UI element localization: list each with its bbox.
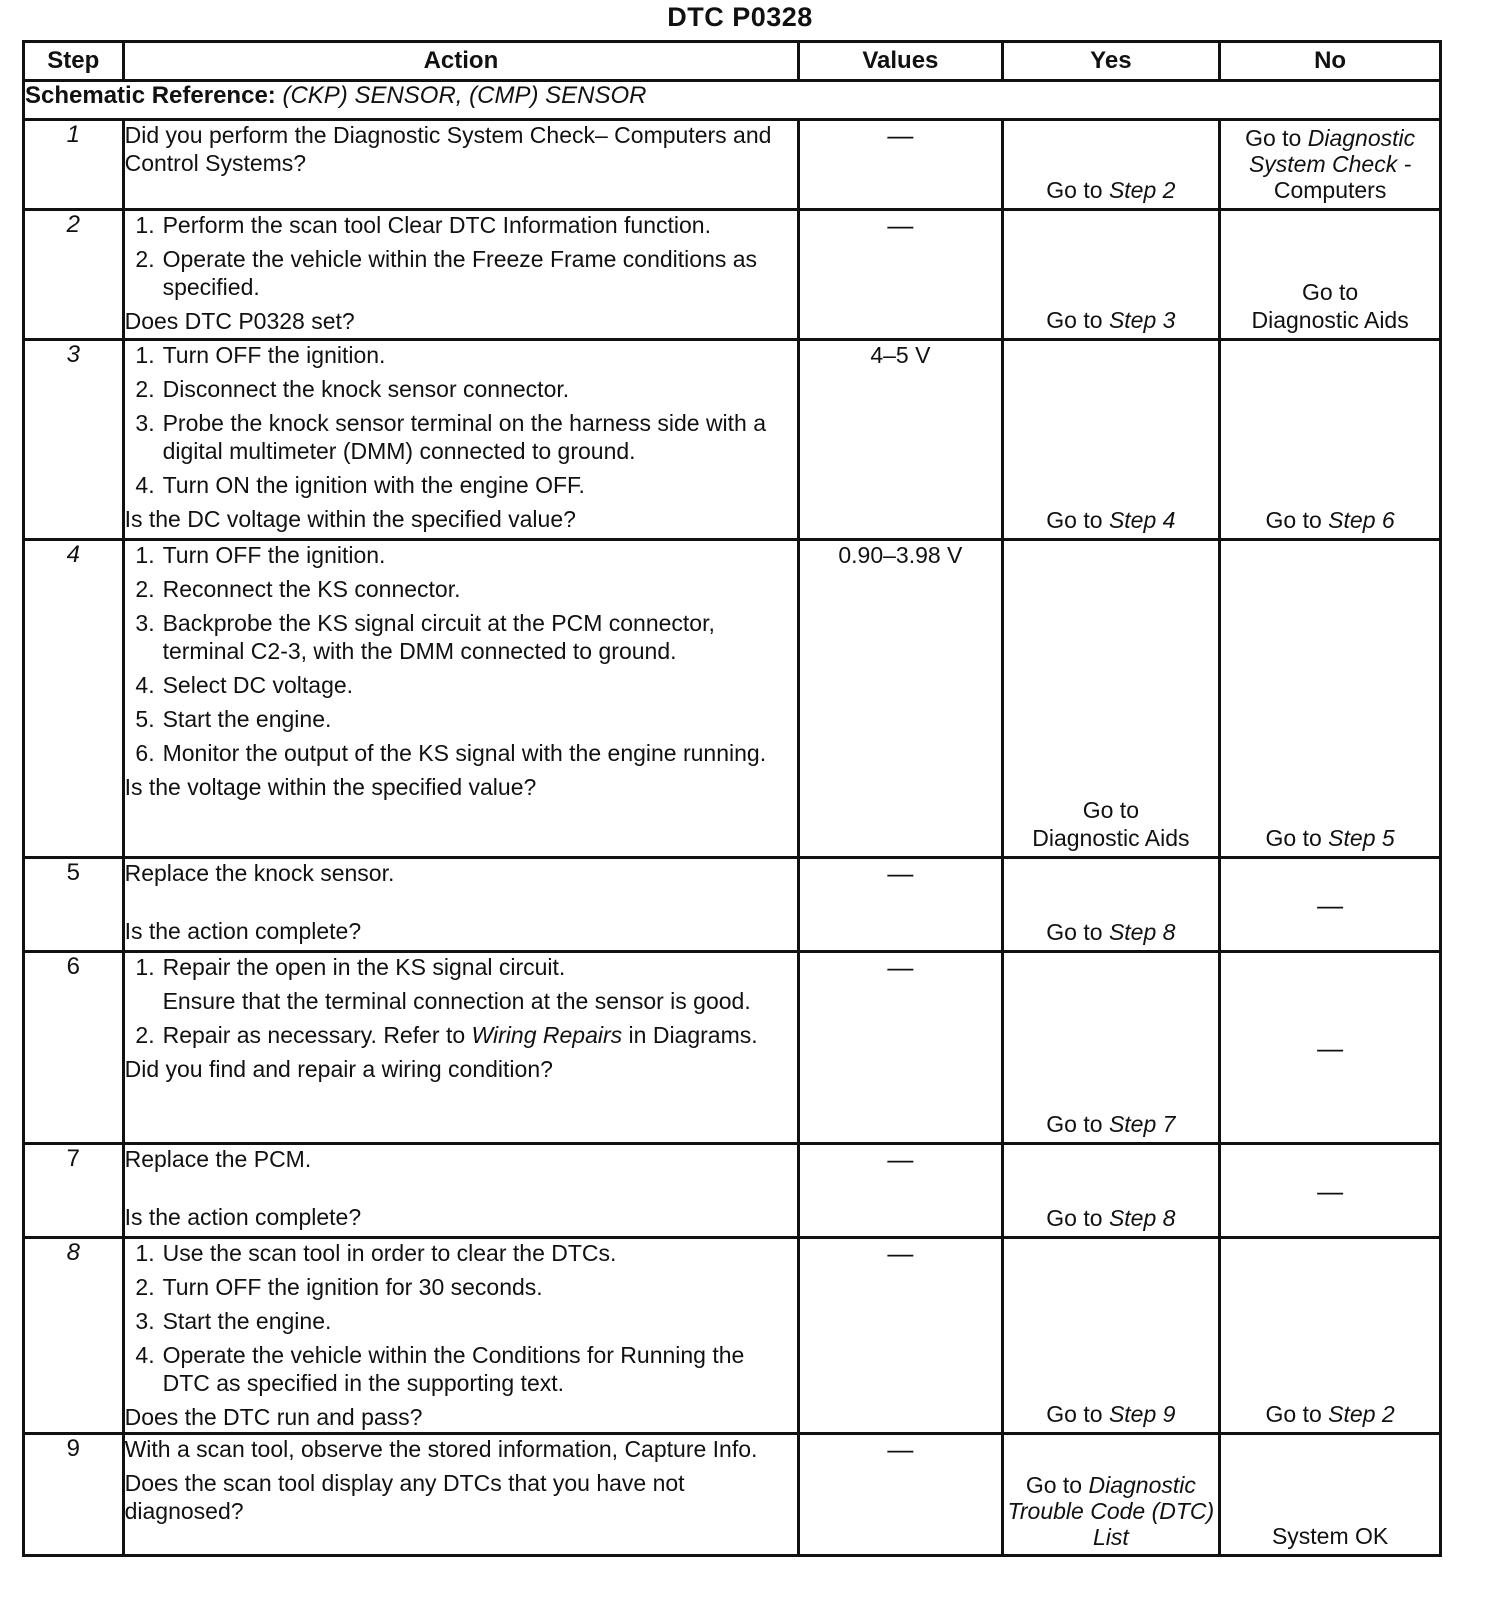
action-item: 6. Monitor the output of the KS signal with the engine running. (135, 740, 767, 766)
yes-cell: Go to Diagnostic Trouble Code (DTC) List (1002, 1434, 1220, 1556)
action-cell (123, 340, 799, 540)
action-item: 2. Turn OFF the ignition for 30 seconds. (135, 1274, 543, 1300)
no-cell: Go to Diagnostic System Check - Computers (1220, 120, 1441, 210)
value-cell: 0.90–3.98 V (799, 540, 1002, 858)
value-cell: — (799, 210, 1002, 340)
action-question: Is the action complete? (124, 1204, 362, 1230)
action-question: Is the action complete? (124, 918, 362, 944)
value-cell: — (799, 1434, 1002, 1556)
page-title: DTC P0328 (667, 2, 813, 32)
action-question: Did you perform the Diagnostic System Check– Computers and Control Systems? (124, 122, 772, 176)
no-cell: — (1220, 952, 1441, 1144)
step-number: 5 (24, 858, 124, 952)
action-question: Does DTC P0328 set? (124, 308, 355, 334)
step-link: Step 2 (1108, 177, 1176, 203)
action-item: 5. Start the engine. (135, 706, 332, 732)
action-cell (123, 210, 799, 340)
table-row (24, 120, 1441, 210)
no-cell: Go to Step 5 (1220, 540, 1441, 858)
yes-cell: Go to Diagnostic Aids (1002, 540, 1220, 858)
action-text: Replace the PCM. (124, 1146, 312, 1172)
action-cell (123, 120, 799, 210)
action-item: 2. Reconnect the KS connector. (135, 576, 461, 602)
action-question: Did you find and repair a wiring condition? (124, 1056, 553, 1082)
action-item: 1. Use the scan tool in order to clear the DTCs. (135, 1240, 617, 1266)
action-item: 3. Probe the knock sensor terminal on the harness side with a digital multimeter (DMM) connected to ground. (135, 410, 767, 464)
action-item: 4. Turn ON the ignition with the engine OFF. (135, 472, 585, 498)
table-row (24, 540, 1441, 858)
table-row (24, 1144, 1441, 1238)
action-item: 1. Repair the open in the KS signal circuit. Ensure that the terminal connection at the sensor is good. (135, 954, 751, 1014)
step-number: 1 (24, 120, 124, 210)
action-cell (123, 1238, 799, 1434)
step-number: 7 (24, 1144, 124, 1238)
action-item: 4. Select DC voltage. (135, 672, 354, 698)
action-text: Replace the knock sensor. (124, 860, 395, 886)
action-item: 4. Operate the vehicle within the Conditions for Running the DTC as specified in the supporting text. (135, 1342, 745, 1396)
no-cell: — (1220, 1144, 1441, 1238)
table-row (24, 952, 1441, 1144)
action-item: 3. Backprobe the KS signal circuit at the PCM connector, terminal C2-3, with the DMM connected to ground. (135, 610, 715, 664)
dtc-table (22, 40, 1442, 1557)
action-item: 1. Perform the scan tool Clear DTC Information function. (135, 212, 711, 238)
no-cell: System OK (1220, 1434, 1441, 1556)
table-row (24, 210, 1441, 340)
action-text: With a scan tool, observe the stored information, Capture Info. (124, 1436, 758, 1462)
dtc-list-link: Diagnostic Trouble Code (DTC) List (1007, 1472, 1215, 1550)
action-item: 3. Start the engine. (135, 1308, 332, 1334)
action-item: 1. Turn OFF the ignition. (135, 342, 386, 368)
action-cell (123, 540, 799, 858)
yes-cell: Go to Step 7 (1002, 952, 1220, 1144)
step-number: 9 (24, 1434, 124, 1556)
table-row (24, 858, 1441, 952)
action-cell (123, 858, 799, 952)
table-row (24, 340, 1441, 540)
header-row (24, 42, 1441, 81)
schematic-reference (24, 81, 1441, 120)
action-item: 1. Turn OFF the ignition. (135, 542, 386, 568)
header-step: Step (24, 42, 124, 81)
header-no: No (1220, 42, 1441, 81)
action-question: Is the DC voltage within the specified value? (124, 506, 576, 532)
value-cell: 4–5 V (799, 340, 1002, 540)
wiring-repairs-link: Wiring Repairs (471, 1022, 623, 1048)
schematic-reference-row (24, 81, 1441, 120)
step-number: 2 (24, 210, 124, 340)
value-cell: — (799, 1144, 1002, 1238)
no-cell: — (1220, 858, 1441, 952)
yes-cell: Go to Step 2 (1002, 120, 1220, 210)
action-question: Is the voltage within the specified value? (124, 774, 537, 800)
value-cell: — (799, 120, 1002, 210)
action-cell (123, 1144, 799, 1238)
no-cell: Go to Step 6 (1220, 340, 1441, 540)
yes-cell: Go to Step 9 (1002, 1238, 1220, 1434)
no-cell: Go to Diagnostic Aids (1220, 210, 1441, 340)
diagnostic-system-check-link: Diagnostic System Check - (1248, 125, 1416, 177)
table-row (24, 1434, 1441, 1556)
action-item: 2. Disconnect the knock sensor connector. (135, 376, 570, 402)
yes-cell: Go to Step 4 (1002, 340, 1220, 540)
action-cell (123, 1434, 799, 1556)
action-item: 2. Repair as necessary. Refer to Wiring Repairs in Diagrams. (135, 1022, 758, 1048)
action-item: 2. Operate the vehicle within the Freeze Frame conditions as specified. (135, 246, 758, 300)
step-number: 6 (24, 952, 124, 1144)
step-number: 4 (24, 540, 124, 858)
header-values: Values (799, 42, 1002, 81)
action-cell (123, 952, 799, 1144)
header-action: Action (123, 42, 799, 81)
header-yes: Yes (1002, 42, 1220, 81)
schematic-ref: (CKP) SENSOR, (CMP) SENSOR (282, 82, 647, 109)
table-row (24, 1238, 1441, 1434)
yes-cell: Go to Step 8 (1002, 858, 1220, 952)
schematic-label: Schematic Reference: (25, 82, 276, 109)
value-cell: — (799, 952, 1002, 1144)
value-cell: — (799, 1238, 1002, 1434)
step-number: 8 (24, 1238, 124, 1434)
action-question: Does the DTC run and pass? (124, 1404, 423, 1430)
yes-cell: Go to Step 8 (1002, 1144, 1220, 1238)
action-question: Does the scan tool display any DTCs that you have not diagnosed? (124, 1470, 685, 1524)
yes-cell: Go to Step 3 (1002, 210, 1220, 340)
step-number: 3 (24, 340, 124, 540)
value-cell: — (799, 858, 1002, 952)
no-cell: Go to Step 2 (1220, 1238, 1441, 1434)
